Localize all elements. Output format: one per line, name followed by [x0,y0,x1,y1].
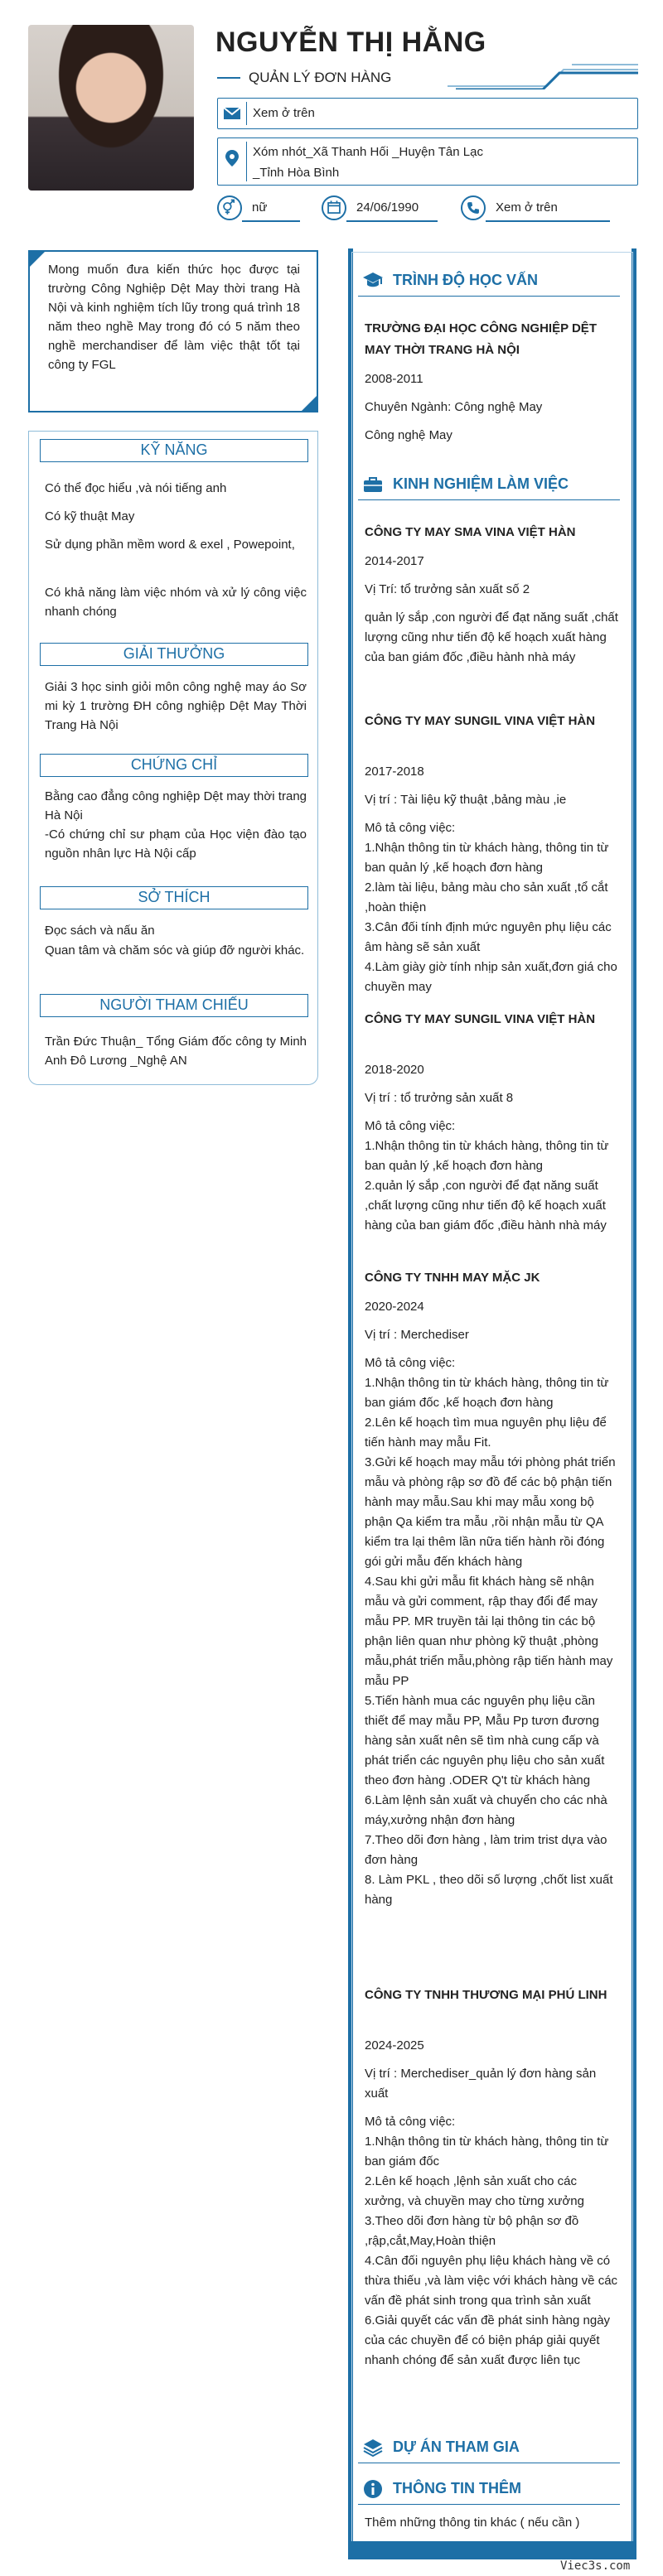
skill-item: Có khả năng làm việc nhóm và xử lý công việc nhanh chóng [45,586,307,619]
bottom-bar [348,2541,636,2559]
watermark: Viec3s.com [560,2559,631,2573]
extra-info-text: Thêm những thông tin khác ( nếu cần ) [365,2516,580,2530]
job-description-line: Mô tả công việc: [365,1356,456,1370]
email-value: Xem ở trên [253,106,315,120]
job-role: Vị Trí: tổ trưởng sản xuất số 2 [365,582,530,596]
job-role: Vị trí : Merchediser [365,1328,469,1342]
briefcase-icon [361,474,385,495]
gender-underline [242,220,300,222]
job-company: CÔNG TY MAY SUNGIL VINA VIỆT HÀN [365,714,596,728]
job-description-line: 1.Nhận thông tin từ khách hàng, thông tin từ ban quản lý ,kế hoạch đơn hàng [365,1139,609,1173]
education-field: Công nghệ May [365,428,452,442]
hobby-item: Đọc sách và nấu ăn [45,924,155,938]
job-years: 2014-2017 [365,554,424,568]
address-value [253,142,483,183]
job-description-line: 4.Cân đối nguyên phụ liệu khách hàng về có thừa thiếu ,và làm việc với khách hàng về các vấn đề phát sinh trong qua trình sản xuất [365,2254,618,2308]
profile-photo [28,25,194,191]
address-line1: Xóm nhót_Xã Thanh Hối _Huyện Tân Lạc [253,145,483,159]
job-description-line: 1.Nhận thông tin từ khách hàng, thông tin từ ban giám đốc [365,2135,609,2168]
job-years: 2020-2024 [365,1300,424,1314]
reference-text: Trần Đức Thuận_ Tổng Giám đốc công ty Minh Anh Đô Lương _Nghệ AN [45,1035,307,1068]
job-description-line: 6.Giải quyết các vấn đề phát sinh hàng ngày của các chuyền để có biện pháp giải quyết nhanh chóng để sản xuất được liên tục [365,2313,611,2367]
job-role: Vị trí : Tài liệu kỹ thuật ,bảng màu ,ie [365,793,567,807]
certificate-item: -Có chứng chỉ sư phạm của Học viện đào tạo nguồn nhân lực Hà Nội cấp [45,827,307,861]
phone-underline [486,220,610,222]
birthdate-value: 24/06/1990 [356,200,419,215]
extra-info-heading [358,2475,620,2505]
projects-heading-text: DỰ ÁN THAM GIA [393,2439,520,2455]
email-separator [246,102,247,125]
job-role: Vị trí : tổ trưởng sản xuất 8 [365,1091,514,1105]
job-company: CÔNG TY MAY SMA VINA VIỆT HÀN [365,525,576,539]
job-description-line: 4.Sau khi gửi mẫu fit khách hàng sẽ nhận mẫu và gửi comment, rập thay đổi để may mẫu PP. MR truyền tải lại thông tin các bộ phận liên quan như phòng kỹ thuật ,phòng mẫu,phát triển mẫu,phòng rập tiến hành may mẫu PP [365,1575,613,1688]
title-decoration [448,61,638,89]
job-role: Vị trí : Merchediser_quản lý đơn hàng sản xuất [365,2067,597,2101]
gender-value: nữ [252,200,268,215]
job-description-line: 3.Theo dõi đơn hàng từ bộ phận sơ đồ ,rập,cắt,May,Hoàn thiện [365,2214,579,2248]
address-row [217,137,638,186]
info-icon [361,2478,385,2500]
phone-value: Xem ở trên [496,200,558,215]
education-years: 2008-2011 [365,372,423,386]
job-years: 2024-2025 [365,2038,424,2053]
address-line2: _Tỉnh Hòa Bình [253,166,340,180]
job-description-line: 8. Làm PKL , theo dõi số lượng ,chốt list xuất hàng [365,1873,613,1907]
job-description-line: 2.Lên kế hoạch ,lệnh sản xuất cho các xưởng, và chuyền may cho từng xưởng [365,2174,584,2208]
job-description-line: Mô tả công việc: [365,1119,456,1133]
job-description-line: 2.Lên kế hoạch tìm mua nguyên phụ liệu để tiến hành may mẫu Fit. [365,1416,607,1450]
hobbies-heading [40,886,308,909]
certificates-heading-text: CHỨNG CHỈ [130,756,218,773]
hobbies-heading-text: SỞ THÍCH [138,889,211,905]
projects-heading [358,2434,620,2463]
job-company: CÔNG TY TNHH THƯƠNG MẠI PHÚ LINH [365,1988,607,2002]
certificates-heading [40,754,308,777]
skill-item: Sử dụng phần mềm word & exel , Powepoint, [45,538,295,552]
job-years: 2017-2018 [365,765,424,779]
awards-heading-text: GIẢI THƯỞNG [123,645,225,662]
candidate-name: NGUYỄN THỊ HẰNG [215,27,486,58]
awards-heading [40,643,308,666]
job-description-line: Mô tả công việc: [365,821,456,835]
phone-icon [461,195,486,220]
experience-heading [358,470,620,500]
address-separator [246,142,247,181]
job-description-line: 3.Gửi kế hoạch may mẫu tới phòng phát triển mẫu và phòng rập sơ đồ để các bộ phận tiến hành may mẫu.Sau khi may mẫu xong bộ phận Qa kiểm tra mẫu ,rồi nhận mẫu từ QA kiểm tra lại thêm lần nữa tiến hành rồi đóng gói gửi mẫu đến khách hàng [365,1455,616,1569]
job-company: CÔNG TY TNHH MAY MẶC JK [365,1271,540,1285]
career-objective: Mong muốn đưa kiến thức học được tại trường Công Nghiệp Dệt May thời trang Hà Nội và kinh nghiệm tích lũy trong quá trình 18 năm theo nghề May trong đó có 5 năm theo nghề merchandiser để làm việc thật tốt tại công ty FGL [48,263,300,372]
education-heading-text: TRÌNH ĐỘ HỌC VẤN [393,272,538,288]
references-heading [40,994,308,1017]
experience-heading-text: KINH NGHIỆM LÀM VIỆC [393,475,569,492]
awards-text: Giải 3 học sinh giỏi môn công nghệ may áo Sơ mi kỳ 1 trường ĐH công nghiệp Dệt May Thời Trang Hà Nội [45,680,307,732]
job-description-line: 2.quản lý sắp ,con người để đạt năng suất ,chất lượng cũng như tiến độ kế hoạch xuất hàng của ban giám đốc ,điều hành nhà máy [365,1179,607,1233]
skill-item: Có kỹ thuật May [45,509,135,523]
job-description-line: 4.Làm giày giờ tính nhịp sản xuất,đơn giá cho chuyền may [365,960,617,994]
hobby-item: Quan tâm và chăm sóc và giúp đỡ người khác. [45,943,305,958]
school-name: TRƯỜNG ĐẠI HỌC CÔNG NGHIỆP DỆT MAY THỜI TRANG HÀ NỘI [365,321,597,357]
corner-decoration-bottom-right [300,394,318,412]
job-description-line: 6.Làm lệnh sản xuất và chuyển cho các nhà máy,xưởng nhận đơn hàng [365,1793,607,1827]
job-description-line: quản lý sắp ,con người để đạt năng suất ,chất lượng cũng như tiến độ kế hoạch xuất hàng của ban giám đốc ,điều hành nhà máy [365,610,618,664]
education-heading [358,267,620,297]
skills-heading-text: KỸ NĂNG [140,441,208,458]
job-description-line: 2.làm tài liệu, bảng màu cho sản xuất ,tổ cắt ,hoàn thiện [365,880,608,914]
corner-decoration-top-left [28,250,46,268]
job-description-line: 1.Nhận thông tin từ khách hàng, thông tin từ ban giám đốc ,kế hoạch đơn hàng [365,1376,609,1410]
email-row [217,98,638,129]
gender-icon [217,195,242,220]
graduation-cap-icon [361,270,385,292]
extra-info-heading-text: THÔNG TIN THÊM [393,2480,521,2496]
layers-icon [361,2437,385,2458]
title-underline [217,77,240,79]
job-description-line: Mô tả công việc: [365,2115,456,2129]
certificate-item: Bằng cao đẳng công nghiệp Dệt may thời trang Hà Nội [45,789,307,822]
job-description-line: 5.Tiến hành mua các nguyên phụ liệu cần thiết để may mẫu PP, Mẫu Pp tươn đương hàng sản xuất nên sẽ tìm nhà cung cấp và phát triển các nguyên phụ liệu cho sản xuất theo đơn hàng .ODER Q't từ khách hàng [365,1694,605,1787]
skills-heading [40,439,308,462]
education-major: Chuyên Ngành: Công nghệ May [365,400,543,414]
job-title: QUẢN LÝ ĐƠN HÀNG [249,70,392,85]
job-company: CÔNG TY MAY SUNGIL VINA VIỆT HÀN [365,1012,596,1026]
birthdate-underline [346,220,438,222]
job-description-line: 3.Cân đối tính định mức nguyên phụ liệu các âm hàng sẽ sản xuất [365,920,612,954]
job-years: 2018-2020 [365,1063,424,1077]
calendar-icon [322,195,346,220]
references-heading-text: NGƯỜI THAM CHIẾU [99,996,249,1013]
skill-item: Có thể đọc hiểu ,và nói tiếng anh [45,481,227,495]
job-description-line: 7.Theo dõi đơn hàng , làm trim trist dựa vào đơn hàng [365,1833,607,1867]
job-description-line: 1.Nhận thông tin từ khách hàng, thông tin từ ban quản lý ,kế hoạch đơn hàng [365,841,609,875]
location-pin-icon [221,148,243,168]
email-icon [221,104,243,123]
